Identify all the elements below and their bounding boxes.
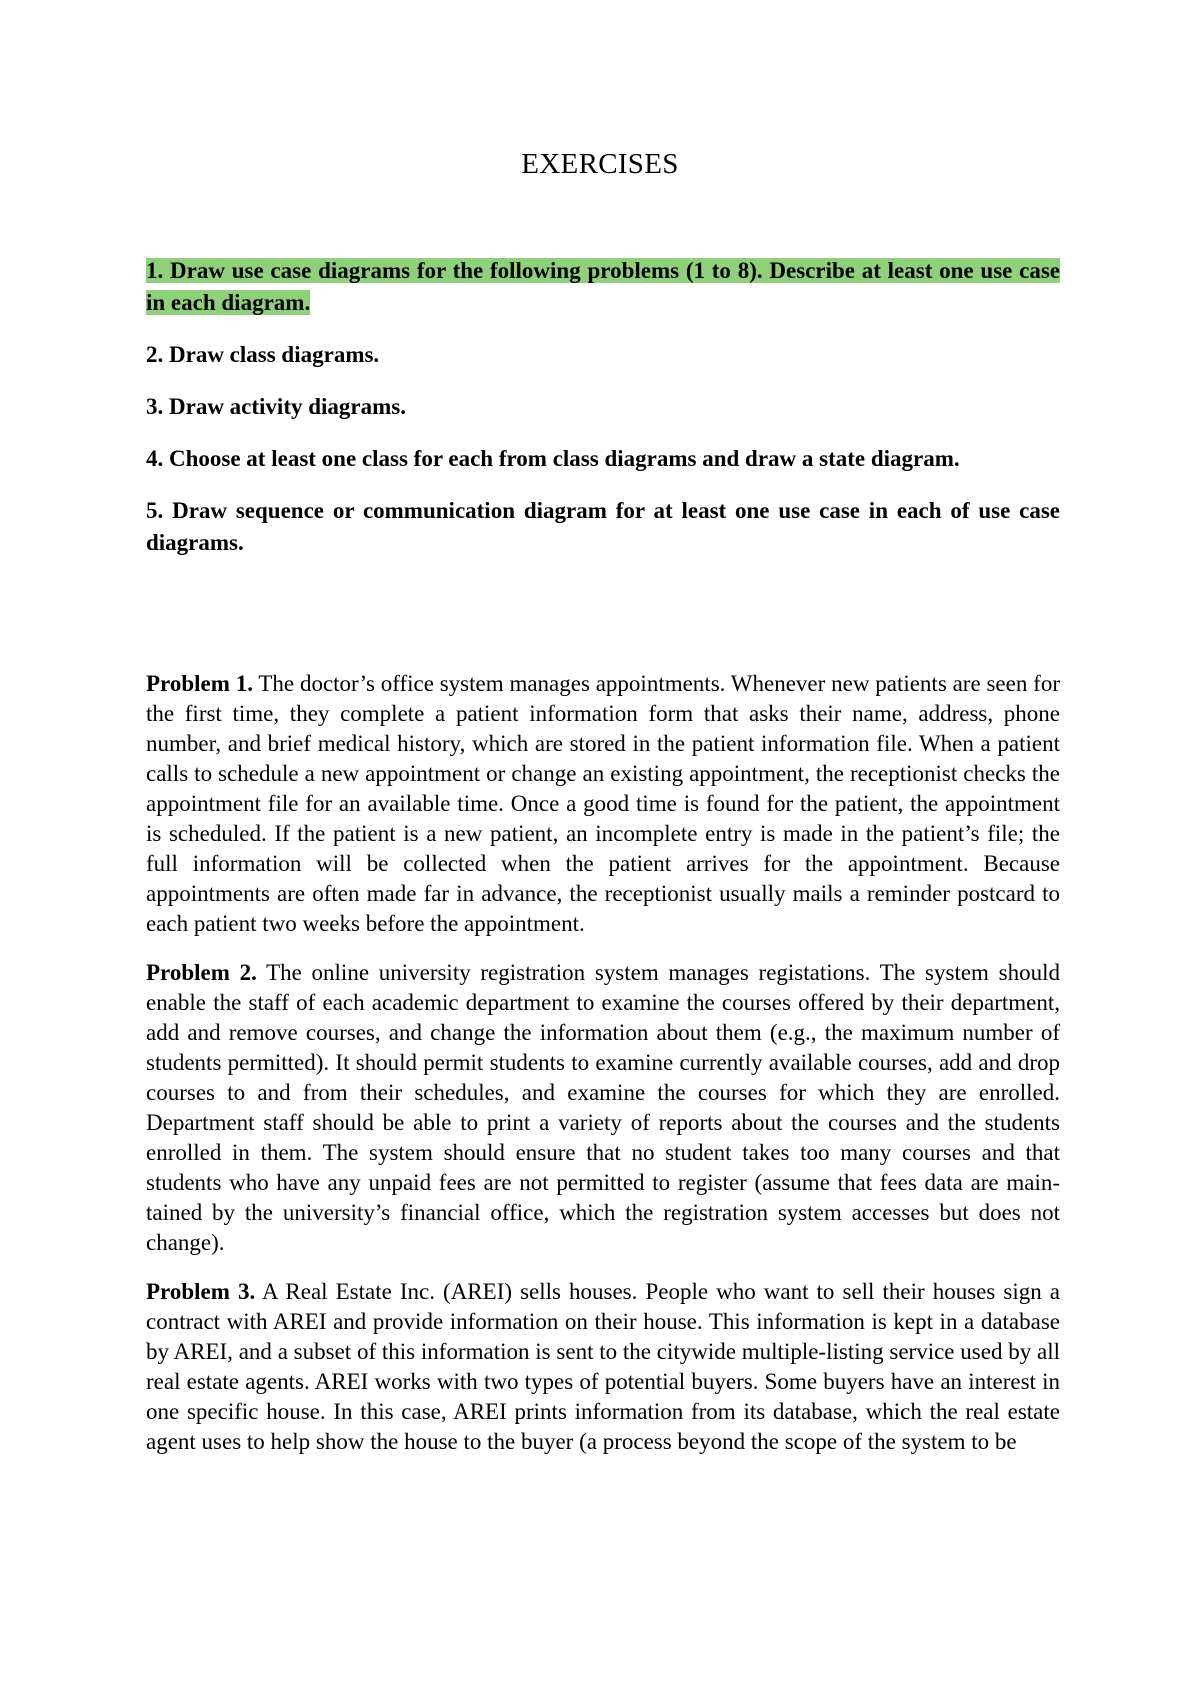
problem-1 (146, 669, 1060, 939)
problem-text: The online university registration system manages registations. The system should enable the staff of each academic department to examine the courses offered by their department, add and remove courses, and change the information about them (e.g., the maximum number of students permitted). It should permit students to examine currently available courses, add and drop courses to and from their schedules, and examine the courses for which they are enrolled. Department staff should be able to print a variety of reports about the courses and the students enrolled in them. The system should ensure that no student takes too many courses and that students who have any unpaid fees are not permitted to register (assume that fees data are main- tained by the university’s financial office, which the registration system accesses but does not change). (146, 960, 1060, 1255)
problem-text: The doctor’s office system manages appointments. Whenever new patients are seen for the first time, they complete a patient information form that asks their name, address, phone number, and brief medical history, which are stored in the patient information file. When a patient calls to schedule a new appointment or change an existing appointment, the receptionist checks the appointment file for an available time. Once a good time is found for the patient, the appointment is scheduled. If the patient is a new patient, an incomplete entry is made in the patient’s file; the full information will be collected when the patient arrives for the appointment. Because appointments are often made far in advance, the receptionist usually mails a reminder postcard to each patient two weeks before the appointment. (146, 671, 1060, 936)
problem-label: Problem 1. (146, 671, 253, 696)
problem-2 (146, 958, 1060, 1258)
exercise-task-5: 5. Draw sequence or communication diagram for at least one use case in each of use case diagrams. (146, 498, 1060, 555)
exercise-task-2: 2. Draw class diagrams. (146, 342, 380, 367)
page-title: EXERCISES (521, 148, 679, 180)
exercise-task-1 (146, 255, 1060, 319)
problem-list (146, 669, 1060, 1476)
highlighted-task-text: 1. Draw use case diagrams for the following problems (1 to 8). Describe at least one use case in each diagram. (146, 258, 1060, 315)
problem-label: Problem 2. (146, 960, 257, 985)
exercise-task-list (146, 255, 1060, 579)
problem-label: Problem 3. (146, 1279, 256, 1304)
problem-3 (146, 1277, 1060, 1457)
problem-text: A Real Estate Inc. (AREI) sells houses. People who want to sell their houses sign a contract with AREI and provide information on their house. This information is kept in a database by AREI, and a subset of this information is sent to the citywide multiple-listing service used by all real estate agents. AREI works with two types of potential buyers. Some buyers have an interest in one specific house. In this case, AREI prints information from its database, which the real estate agent uses to help show the house to the buyer (a process beyond the scope of the system to be (146, 1279, 1060, 1454)
exercise-task-4: 4. Choose at least one class for each from class diagrams and draw a state diagram. (146, 446, 960, 471)
exercise-task-3: 3. Draw activity diagrams. (146, 394, 406, 419)
